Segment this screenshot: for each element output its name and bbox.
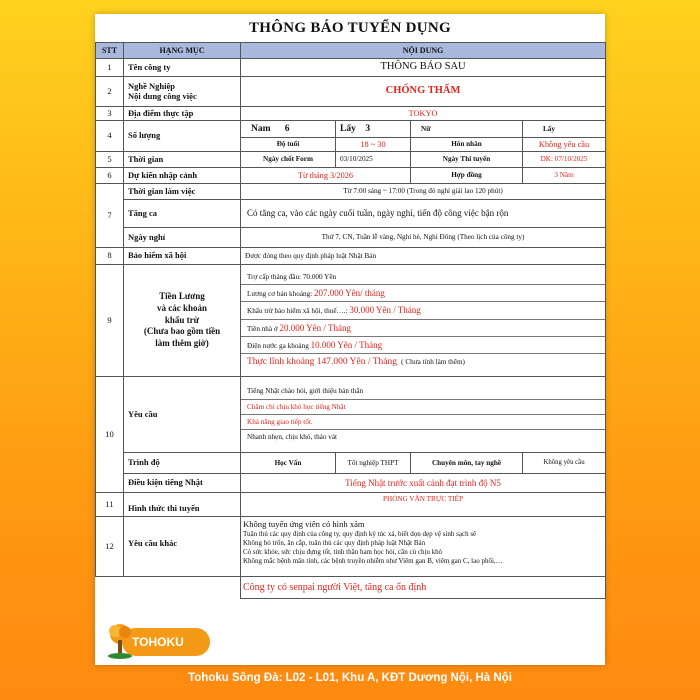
skill-label: Chuyên môn, tay nghề — [411, 453, 523, 474]
salary-item — [241, 270, 605, 285]
recruitment-table — [95, 42, 606, 599]
nu-lay: Lấy — [523, 121, 606, 138]
salary-item — [241, 302, 605, 319]
salary-item-text: Khấu trừ bảo hiểm xã hội, thuế….: — [247, 307, 350, 316]
requirement-item: Khả năng giao tiếp tốt. — [241, 415, 605, 430]
table-row — [96, 577, 606, 599]
table-row — [96, 265, 606, 377]
footer-address: Tohoku Sông Đà: L02 - L01, Khu A, KĐT Dương Nội, Hà Nội — [188, 672, 512, 684]
job-label-1: Nghề Nghiệp — [128, 80, 175, 91]
other-item: Không mắc bệnh mãn tính, các bệnh truyền nhiễm như Viêm gan B, viêm gan C, lao phổi,… — [243, 556, 503, 565]
nam-cell — [241, 121, 336, 138]
net-salary-note: ( Chưa tính làm thêm) — [401, 358, 465, 367]
salary-label-line: khấu trừ — [164, 314, 200, 325]
salary-label — [124, 265, 241, 377]
lay-value: 3 — [365, 123, 371, 134]
salary-item-amount: 207.000 Yên/ tháng — [314, 287, 385, 298]
row-stt: 2 — [96, 77, 124, 107]
contract-label: Hợp đồng — [411, 168, 523, 184]
salary-label-line: làm thêm giờ) — [155, 338, 209, 349]
other-requirements — [241, 517, 606, 577]
table-row — [96, 453, 606, 474]
row-stt: 9 — [96, 265, 124, 377]
marriage-value: Không yêu cầu — [523, 138, 606, 152]
salary-label-line: và các khoản — [156, 302, 207, 313]
table-row — [96, 59, 606, 77]
salary-item-amount: 30.000 Yên / Tháng — [349, 305, 421, 316]
table-row — [96, 377, 606, 453]
row-label: Số lượng — [124, 121, 241, 152]
skill-value: Không yêu cầu — [523, 453, 606, 474]
salary-label-line: (Chưa bao gồm tiền — [143, 326, 221, 337]
header-hang-muc: HẠNG MỤC — [124, 43, 241, 59]
table-row — [96, 474, 606, 493]
logo-text: TOHOKU — [132, 635, 184, 649]
row-label: Tên công ty — [124, 59, 241, 77]
dayoff-label: Ngày nghỉ — [124, 228, 241, 248]
interview-value: PHỎNG VẤN TRỰC TIẾP — [241, 493, 606, 517]
row-stt: 8 — [96, 248, 124, 265]
row-label: Bảo hiểm xã hội — [124, 248, 241, 265]
row-stt: 10 — [96, 377, 124, 493]
row-stt: 11 — [96, 493, 124, 517]
other-item: Tuân thủ các quy định của công ty, quy định ký túc xá, biết dọn dẹp vệ sinh sạch sẽ — [243, 530, 477, 538]
job-value: CHỐNG THẤM — [241, 77, 606, 107]
requirement-item: Tiếng Nhật chào hỏi, giới thiệu bản thân — [241, 384, 605, 399]
other-item: Không bỏ trốn, ăn cắp, tuân thủ các quy định pháp luật Nhật Bản — [243, 538, 426, 547]
exam-date-label: Ngày Thi tuyển — [411, 152, 523, 168]
lay-cell — [336, 121, 411, 138]
contract-value: 3 Năm — [523, 168, 606, 184]
table-row — [96, 107, 606, 121]
japanese-label: Điều kiện tiếng Nhật — [124, 474, 241, 493]
age-value: 18 ~ 30 — [336, 138, 411, 152]
form-date-label: Ngày chốt Form — [241, 152, 336, 168]
worktime-value: Từ 7:00 sáng ~ 17:00 (Trong đó nghỉ giải lao 120 phút) — [241, 184, 606, 200]
table-row — [96, 228, 606, 248]
header-stt: STT — [96, 43, 124, 59]
salary-details — [241, 265, 606, 377]
logo-cell — [96, 577, 241, 599]
salary-item-text: Tiền nhà ở — [247, 324, 280, 333]
other-note: Công ty có senpai người Việt, tăng ca ổn định — [241, 577, 606, 599]
table-row — [96, 200, 606, 228]
age-label: Độ tuổi — [241, 138, 336, 152]
net-salary: Thực lĩnh khoảng 147.000 Yên / Tháng — [247, 357, 398, 368]
overtime-label: Tăng ca — [124, 200, 241, 228]
salary-item — [241, 320, 605, 337]
salary-item-text: Trợ cấp tháng đầu: 70.000 Yên — [247, 272, 337, 281]
nu-label: Nữ — [411, 121, 523, 138]
education-sub-label: Học Vấn — [241, 453, 336, 474]
row-stt: 12 — [96, 517, 124, 577]
salary-item — [241, 285, 605, 302]
row-stt: 4 — [96, 121, 124, 152]
education-label: Trình độ — [124, 453, 241, 474]
salary-item-amount: 10.000 Yên / Tháng — [310, 340, 383, 351]
job-label-2: Nội dung công việc — [128, 90, 197, 101]
requirements-list — [241, 377, 606, 453]
insurance-value: Được đóng theo quy định pháp luật Nhật Bản — [241, 248, 606, 265]
table-row — [96, 77, 606, 107]
table-row — [96, 493, 606, 517]
overtime-value: Có tăng ca, vào các ngày cuối tuần, ngày nghỉ, tiến độ công việc bận rộn — [241, 200, 606, 228]
education-value: Tốt nghiệp THPT — [336, 453, 411, 474]
salary-label-line: Tiền Lương — [159, 291, 205, 302]
row-label: Thời gian — [124, 152, 241, 168]
requirement-item: Chăm chỉ chịu khó học tiếng Nhật — [241, 400, 605, 415]
nam-label: Nam — [251, 123, 271, 134]
dayoff-value: Thứ 7, CN, Tuần lễ vàng, Nghỉ hè, Nghỉ Đông (Theo lịch của công ty) — [241, 228, 606, 248]
row-label: Dự kiến nhập cảnh — [124, 168, 241, 184]
table-row — [96, 152, 606, 168]
japanese-value: Tiếng Nhật trước xuất cảnh đạt trình độ N5 — [241, 474, 606, 493]
salary-item — [241, 337, 605, 354]
requirements-label: Yêu cầu — [124, 377, 241, 453]
lay-label: Lấy — [340, 123, 356, 134]
table-row — [96, 248, 606, 265]
table-row — [96, 184, 606, 200]
form-date-value: 03/10/2025 — [336, 152, 411, 168]
table-row — [96, 121, 606, 138]
row-stt: 6 — [96, 168, 124, 184]
salary-item-amount: 20.000 Yên / Tháng — [279, 322, 351, 333]
table-header-row — [96, 43, 606, 59]
salary-net — [241, 354, 605, 371]
location-value: TOKYO — [241, 107, 606, 121]
salary-item-text: Điện nước ga khoảng — [247, 342, 311, 351]
row-stt: 1 — [96, 59, 124, 77]
salary-item-text: Lương cơ bản khoảng: — [247, 289, 314, 298]
row-label — [124, 77, 241, 107]
entry-value: Từ tháng 3/2026 — [241, 168, 411, 184]
table-row — [96, 168, 606, 184]
nam-value: 6 — [284, 123, 290, 134]
requirement-item: Nhanh nhẹn, chịu khó, tháo vát — [247, 433, 338, 442]
notice-title: THÔNG BÁO TUYỂN DỤNG — [249, 20, 451, 36]
exam-date-value: DK: 07/10/2025 — [523, 152, 606, 168]
row-stt: 7 — [96, 184, 124, 248]
row-label: Thời gian làm việc — [124, 184, 241, 200]
row-label: Địa điểm thực tập — [124, 107, 241, 121]
row-stt: 3 — [96, 107, 124, 121]
row-label: Hình thức thi tuyển — [124, 493, 241, 517]
row-stt: 5 — [96, 152, 124, 168]
marriage-label: Hôn nhân — [411, 138, 523, 152]
other-item: Không tuyển ứng viên có hình xăm — [243, 519, 365, 529]
recruitment-notice-card — [95, 14, 605, 665]
row-label: Yêu cầu khác — [124, 517, 241, 577]
other-item: Có sức khỏe, sức chịu đựng tốt, tinh thần ham học hỏi, cần cù chịu khó — [243, 547, 443, 556]
tohoku-logo — [100, 622, 210, 662]
table-row — [96, 517, 606, 577]
company-value: THÔNG BÁO SAU — [241, 59, 606, 77]
header-noi-dung: NỘI DUNG — [241, 43, 606, 59]
